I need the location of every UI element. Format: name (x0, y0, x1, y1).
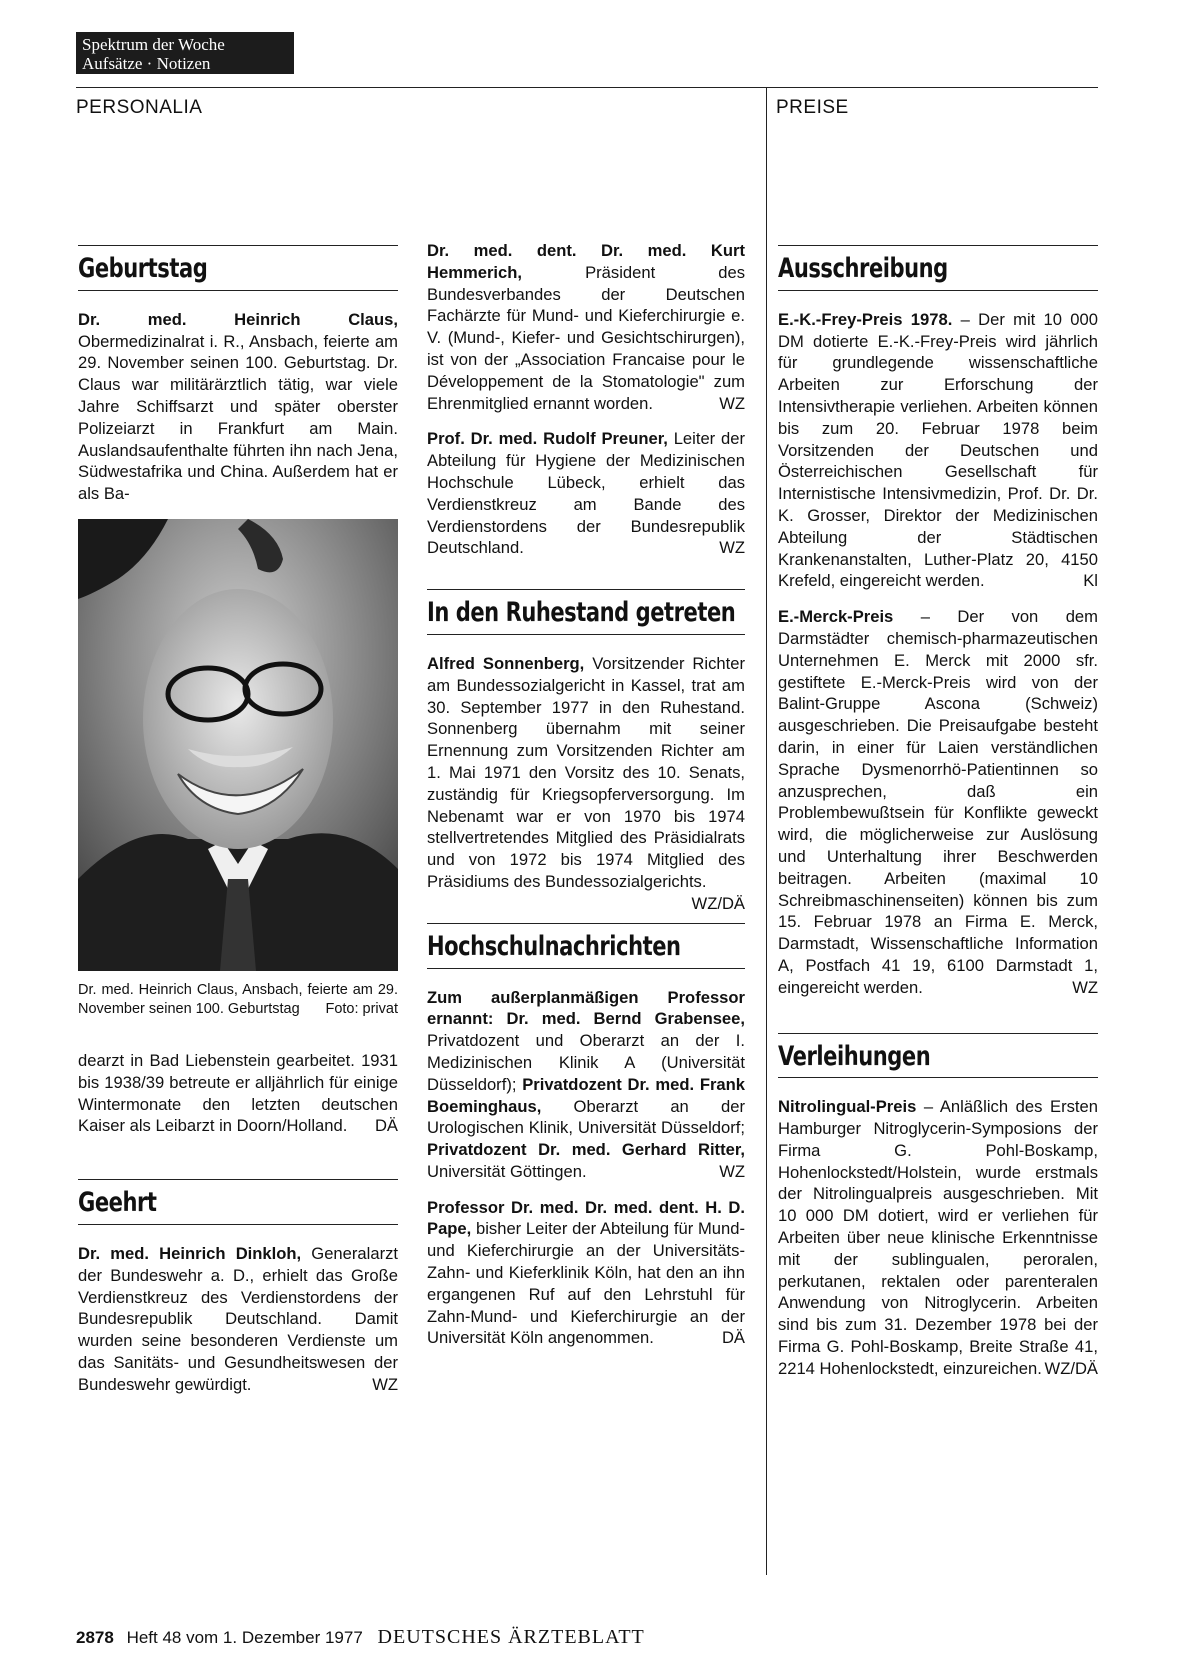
heading-block (778, 245, 1098, 290)
heading-birthday: Geburtstag (78, 253, 208, 284)
section-label-preise: PREISE (776, 97, 849, 118)
article-text: Oberarzt an der Urologischen Klinik, Universität Düsseldorf; (427, 1096, 745, 1138)
heading-block (78, 245, 398, 290)
photo-credit: Foto: privat (325, 1001, 398, 1018)
person-name: Alfred Sonnenberg, (427, 653, 585, 673)
prize-name: E.-Merck-Preis (778, 607, 894, 627)
heading-rule (427, 634, 745, 635)
heading-university-news: Hochschulnachrichten (427, 930, 681, 962)
article-text: bisher Leiter der Abteilung für Mund- und Kieferchirurgie an der Universitäts-Zahn- und Kieferklinik Köln, hat den an ihn ergangenen Ruf auf den Lehrstuhl für Zahn-Mund- und Kieferchirurgie an der Universität Köln angenommen. (427, 1219, 745, 1348)
column-3 (778, 245, 1098, 1394)
column-1 (78, 245, 398, 1410)
heading-block (427, 923, 745, 968)
author-initials: WZ (372, 1374, 398, 1394)
heading-rule (78, 1224, 398, 1225)
heading-block (78, 1179, 398, 1224)
heading-block (778, 1033, 1098, 1078)
person-name: Dr. med. dent. Dr. med. Kurt Hemmerich, (427, 241, 745, 282)
article-text: dearzt in Bad Liebenstein gearbeitet. 1931 bis 1938/39 betreute er alljährlich für einige Wintermonate den letzten deutschen Kaiser als Leibarzt in Doorn/Holland. (78, 1050, 398, 1136)
article-merck-prize (778, 606, 1098, 998)
page-footer (76, 1626, 645, 1649)
bold-text: Privatdozent Dr. med. Gerhard Ritter, (427, 1140, 745, 1160)
person-name: Professor Dr. med. Dr. med. dent. H. D. Pape, (427, 1197, 745, 1239)
section-label-personalia: PERSONALIA (76, 97, 203, 118)
heading-block (427, 589, 745, 634)
caption-text: Dr. med. Heinrich Claus, Ansbach, feierte am 29. November seinen 100. Geburtstag (78, 981, 398, 1018)
author-initials: WZ/DÄ (1044, 1358, 1098, 1378)
column-divider (766, 88, 767, 1575)
article-text: Generalarzt der Bundeswehr a. D., erhielt das Große Verdienstkreuz des Verdienstordens der Bundesrepublik Deutschland. Damit wurden seine besonderen Verdienste um das Sanitäts- und Gesundheitswesen der Bundeswehr gewürdigt. (78, 1243, 398, 1394)
heading-call-for-entries: Ausschreibung (778, 253, 948, 284)
author-initials: WZ/DÄ (691, 893, 745, 913)
author-initials: DÄ (721, 1328, 745, 1348)
bold-text: Privatdozent Dr. med. Frank Boeminghaus, (427, 1074, 746, 1116)
person-name: Dr. med. Heinrich Dinkloh, (78, 1243, 302, 1263)
heading-retired: In den Ruhestand getreten (427, 597, 736, 629)
bold-text: Zum außerplanmäßigen Professor ernannt: Dr. med. Bernd Grabensee, (427, 987, 745, 1029)
article-pape (427, 1197, 745, 1350)
heading-awards: Verleihungen (778, 1040, 931, 1072)
article-sonnenberg (427, 653, 745, 913)
person-name: Dr. med. Heinrich Claus, (78, 309, 398, 329)
author-initials: Kl (1083, 571, 1098, 591)
article-nitrolingual-prize (778, 1096, 1098, 1379)
heading-rule (778, 1077, 1098, 1078)
article-text: Präsident des Bundesverbandes der Deutschen Fachärzte für Mund- und Kieferchirurgie e. V. (Mund-, Kiefer- und Gesichtschirurgen), ist von der „Association Francaise pour le Développement de la Stomatologie" zum Ehrenmitglied ernannt worden. (427, 262, 745, 413)
article-text: Obermedizinalrat i. R., Ansbach, feierte am 29. November seinen 100. Geburtstag. Dr. Claus war militärärztlich tätig, war viele Jahre Schiffsarzt und später oberster Polizeiarzt in Frankfurt am Main. Auslandsaufenthalte führten ihn nach Jena, Südwestafrika und China. Außerdem hat er als Ba- (78, 331, 398, 504)
page-number: 2878 (76, 1628, 114, 1647)
prize-name: Nitrolingual-Preis (778, 1097, 917, 1117)
article-text: – Der von dem Darmstädter chemisch-pharmazeutischen Unternehmen E. Merck mit 2000 sfr. gestiftete E.-Merck-Preis wird von der Balint-Gruppe Ascona (Schweiz) ausgeschrieben. Die Preisaufgabe besteht darin, in einer für Laien verständlichen Sprache Dysmenorrhö-Patientinnen so anzusprechen, daß ein Problembewußtsein für Konflikte geweckt wird, die möglicherweise zur Auslösung und Unterhaltung ihrer Beschwerden beitragen. Arbeiten (maximal 10 Schreibmaschinenseiten) können bis zum 15. Februar 1978 an Firma E. Merck, Darmstadt, Wissenschaftliche Information A, Postfach 41 19, 6100 Darmstadt 1, eingereicht werden. (778, 607, 1098, 997)
article-text: – Der mit 10 000 DM dotierte E.-K.-Frey-Preis wird jährlich für grundlegende wissenschaftliche Arbeiten zur Erforschung der Intensivtherapie verliehen. Arbeiten können bis zum 20. Februar 1978 beim Vorsitzenden der Deutschen und Österreichischen Gesellschaft für Internistische Intensivmedizin, Prof. Dr. Dr. K. Grosser, Direktor der Medizinischen Abteilung der Städtischen Krankenanstalten, Luther-Platz 20, 4150 Krefeld, eingereicht werden. (778, 309, 1098, 591)
article-professors (427, 987, 745, 1183)
article-text: Privatdozent und Oberarzt an der I. Medizinischen Klinik A (Universität Düsseldorf); (427, 1031, 745, 1094)
publication-name: DEUTSCHES ÄRZTEBLATT (377, 1626, 645, 1648)
author-initials: WZ (1072, 977, 1098, 997)
article-text: – Anläßlich des Ersten Hamburger Nitroglycerin-Symposions der Firma G. Pohl-Boskamp, Hohenlockstedt/Holstein, wurde erstmals der Nitrolingualpreis ausgeschrieben. Mit 10 000 DM dotiert, wird er verliehen für Arbeiten über neue klinische Erkenntnisse mit der sublingualen, peroralen, perkutanen, rektalen oder parenteralen Anwendung von Nitroglycerin. Arbeiten sind bis zum 31. Dezember 1978 bei der Firma G. Pohl-Boskamp, Breite Straße 41, 2214 Hohenlockstedt, einzureichen. (778, 1097, 1098, 1378)
article-hemmerich (427, 240, 745, 414)
author-initials: WZ (719, 1161, 745, 1181)
masthead-line-2: Aufsätze · Notizen (82, 54, 211, 73)
issue-info: Heft 48 vom 1. Dezember 1977 (126, 1628, 363, 1647)
article-frey-prize (778, 309, 1098, 592)
author-initials: WZ (719, 393, 745, 413)
heading-honored: Geehrt (78, 1187, 157, 1219)
author-initials: WZ (719, 538, 745, 558)
article-text: Leiter der Abteilung für Hygiene der Medizinischen Hochschule Lübeck, erhielt das Verdienstkreuz am Bande des Verdienstordens der Bundesrepublik Deutschland. (427, 429, 745, 558)
portrait-image (78, 519, 398, 971)
column-2 (427, 240, 745, 1363)
prize-name: E.-K.-Frey-Preis 1978. (778, 309, 953, 329)
article-claus (78, 309, 398, 505)
photo-caption (78, 981, 398, 1020)
article-claus-continued (78, 1050, 398, 1137)
heading-rule (78, 290, 398, 291)
author-initials: DÄ (374, 1116, 398, 1136)
person-name: Prof. Dr. med. Rudolf Preuner, (427, 429, 668, 449)
article-text: Vorsitzender Richter am Bundessozialgericht in Kassel, trat am 30. September 1977 in den Ruhestand. Sonnenberg übernahm mit seiner Ernennung zum Vorsitzenden Richter am 1. Mai 1971 den Vorsitz des 10. Senats, zuständig für Kriegsopferversorgung. Im Nebenamt war er von 1970 bis 1974 stellvertretendes Mitglied des Präsidialrats und von 1972 bis 1974 Mitglied des Präsidiums des Bundessozialgerichts. (427, 653, 745, 891)
masthead-line-1: Spektrum der Woche (82, 35, 225, 54)
heading-rule (427, 968, 745, 969)
article-preuner (427, 428, 745, 559)
top-rule (76, 87, 1098, 88)
masthead (76, 32, 294, 74)
article-text: Universität Göttingen. (427, 1161, 587, 1181)
portrait-photo (78, 519, 398, 971)
heading-rule (778, 290, 1098, 291)
article-dinkloh (78, 1243, 398, 1396)
